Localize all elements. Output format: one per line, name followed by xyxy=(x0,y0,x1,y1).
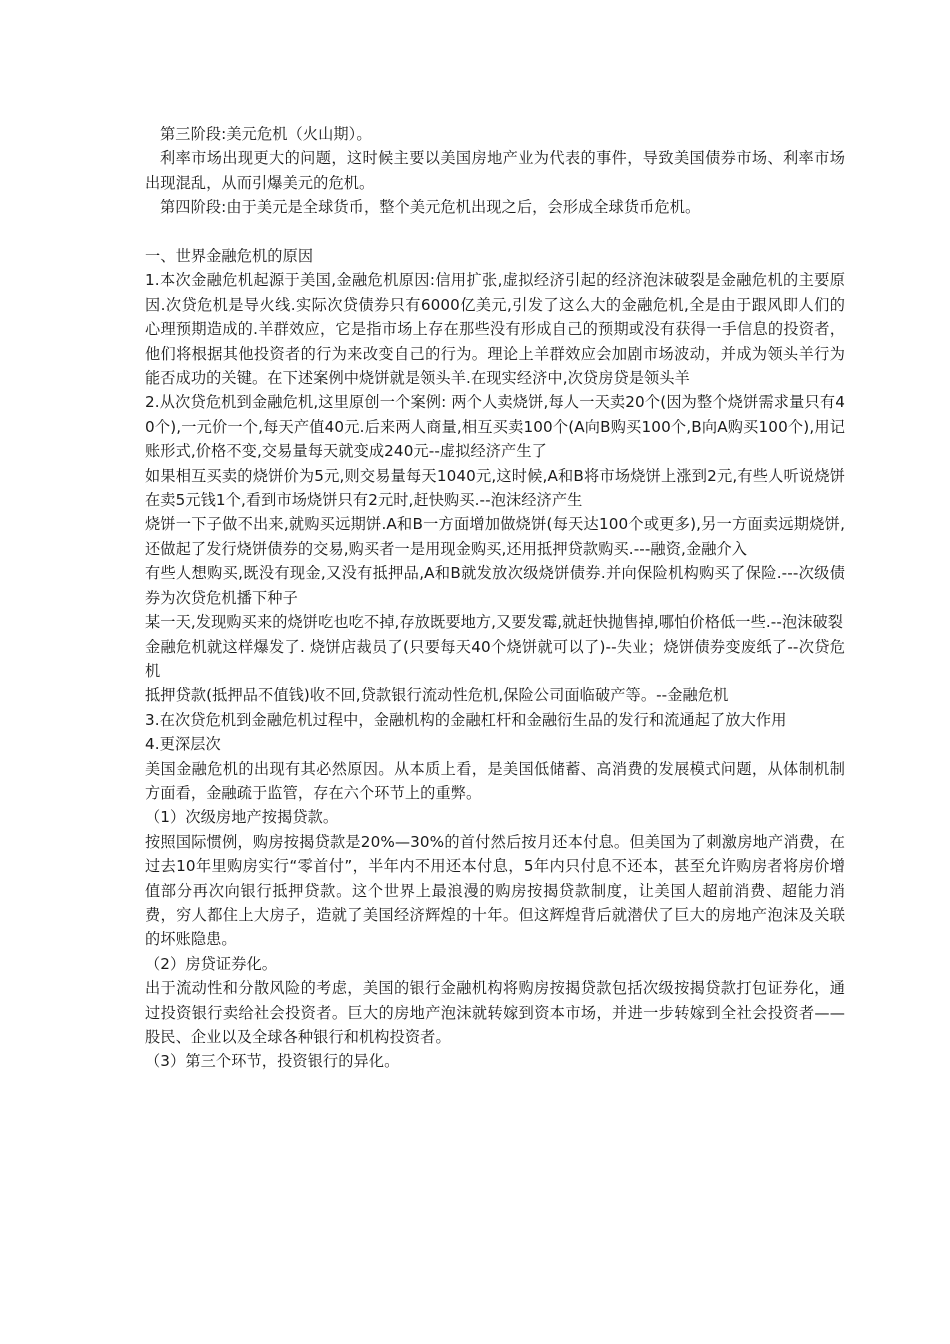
document-page xyxy=(145,122,845,1074)
paragraph-5: 有些人想购买,既没有现金,又没有抵押品,A和B就发放次级烧饼债券.并向保险机构购买了保险.---次级债券为次贷危机播下种子 xyxy=(145,564,845,607)
blank-line xyxy=(145,220,845,244)
paragraph-stage-four: 第四阶段:由于美元是全球货币，整个美元危机出现之后，会形成全球货币危机。 xyxy=(160,198,701,217)
paragraph-14: （2）房贷证券化。 xyxy=(145,954,278,973)
paragraph-15: 出于流动性和分散风险的考虑，美国的银行金融机构将购房按揭贷款包括次级按揭贷款打包证券化，通过投资银行卖给社会投资者。巨大的房地产泡沫就转嫁到资本市场，并进一步转嫁到全社会投资者——股民、企业以及全球各种银行和机构投资者。 xyxy=(145,979,845,1047)
paragraph-4: 烧饼一下子做不出来,就购买远期饼.A和B一方面增加做烧饼(每天达100个或更多),另一方面卖远期烧饼,还做起了发行烧饼债券的交易,购买者一是用现金购买,还用抵押贷款购买.---融资,金融介入 xyxy=(145,515,845,558)
paragraph-2: 2.从次贷危机到金融危机,这里原创一个案例: 两个人卖烧饼,每人一天卖20个(因为整个烧饼需求量只有40个),一元价一个,每天产值40元.后来两人商量,相互买卖100个(A向B购买100个,B向A购买100个),用记账形式,价格不变,交易量每天就变成240元--虚拟经济产生了 xyxy=(145,393,845,461)
paragraph-1: 1.本次金融危机起源于美国,金融危机原因:信用扩张,虚拟经济引起的经济泡沫破裂是金融危机的主要原因.次贷危机是导火线.实际次贷债券只有6000亿美元,引发了这么大的金融危机,全是由于跟风即人们的心理预期造成的.羊群效应，它是指市场上存在那些没有形成自己的预期或没有获得一手信息的投资者，他们将根据其他投资者的行为来改变自己的行为。理论上羊群效应会加剧市场波动，并成为领头羊行为能否成功的关键。在下述案例中烧饼就是领头羊.在现实经济中,次贷房贷是领头羊 xyxy=(145,271,845,388)
paragraph-stage-three: 第三阶段:美元危机（火山期）。 xyxy=(160,125,372,143)
paragraph-3: 如果相互买卖的烧饼价为5元,则交易量每天1040元,这时候,A和B将市场烧饼上涨到2元,有些人听说烧饼在卖5元钱1个,看到市场烧饼只有2元时,赶快购买.--泡沫经济产生 xyxy=(145,466,845,510)
paragraph-7: 金融危机就这样爆发了. 烧饼店裁员了(只要每天40个烧饼就可以了)--失业；烧饼债券变废纸了--次贷危机 xyxy=(145,637,845,680)
paragraph-12: （1）次级房地产按揭贷款。 xyxy=(145,808,339,827)
paragraph-6: 某一天,发现购买来的烧饼吃也吃不掉,存放既要地方,又要发霉,就赶快抛售掉,哪怕价格低一些.--泡沫破裂 xyxy=(145,613,844,632)
paragraph-11: 美国金融危机的出现有其必然原因。从本质上看，是美国低储蓄、高消费的发展模式问题，从体制机制方面看，金融疏于监管，存在六个环节上的重弊。 xyxy=(145,759,845,802)
paragraph-10: 4.更深层次 xyxy=(145,735,221,754)
paragraph-13: 按照国际惯例，购房按揭贷款是20%—30%的首付然后按月还本付息。但美国为了刺激房地产消费，在过去10年里购房实行“零首付”，半年内不用还本付息，5年内只付息不还本，甚至允许购房者将房价增值部分再次向银行抵押贷款。这个世界上最浪漫的购房按揭贷款制度，让美国人超前消费、超能力消费，穷人都住上大房子，造就了美国经济辉煌的十年。但这辉煌背后就潜伏了巨大的房地产泡沫及关联的坏账隐患。 xyxy=(145,832,845,949)
section-heading: 一、世界金融危机的原因 xyxy=(145,247,314,266)
paragraph-interest-rate: 利率市场出现更大的问题，这时候主要以美国房地产业为代表的事件，导致美国债券市场、利率市场出现混乱，从而引爆美元的危机。 xyxy=(145,149,845,192)
paragraph-9: 3.在次贷危机到金融危机过程中，金融机构的金融杠杆和金融衍生品的发行和流通起了放大作用 xyxy=(145,710,787,729)
paragraph-16: （3）第三个环节，投资银行的异化。 xyxy=(145,1052,400,1071)
paragraph-8: 抵押贷款(抵押品不值钱)收不回,贷款银行流动性危机,保险公司面临破产等。--金融危机 xyxy=(145,686,729,705)
